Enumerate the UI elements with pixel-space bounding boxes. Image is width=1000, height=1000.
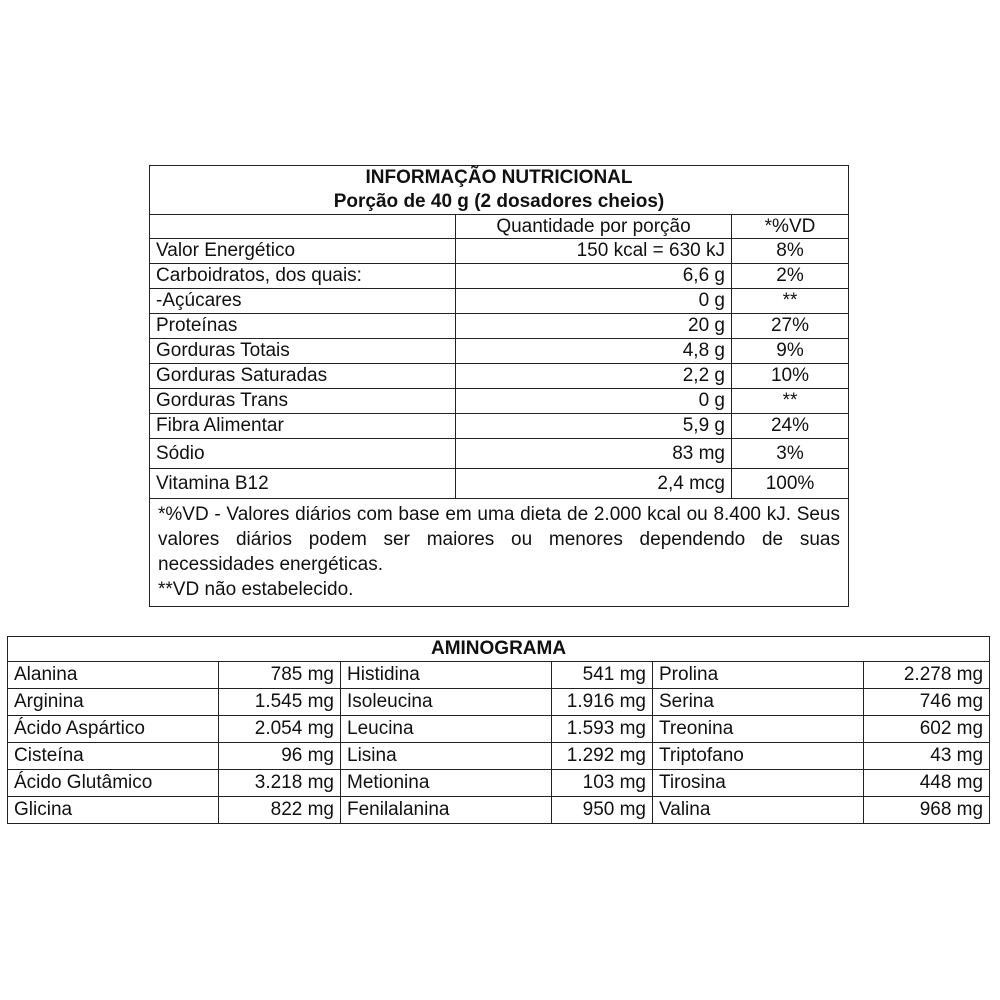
amino-acid-name: Triptofano	[653, 743, 864, 770]
amino-acid-name: Serina	[653, 689, 864, 716]
amino-acid-value: 103 mg	[552, 770, 653, 797]
amino-acid-value: 950 mg	[552, 797, 653, 824]
amino-acid-value: 2.278 mg	[864, 662, 990, 689]
amino-acid-value: 541 mg	[552, 662, 653, 689]
amino-acid-name: Tirosina	[653, 770, 864, 797]
table-row	[150, 289, 849, 314]
header-blank-cell	[150, 215, 456, 239]
amino-acid-name: Ácido Glutâmico	[8, 770, 219, 797]
amino-acid-value: 602 mg	[864, 716, 990, 743]
footnotes	[150, 499, 849, 607]
table-row	[150, 339, 849, 364]
nutrient-name: Sódio	[150, 439, 456, 469]
nutrient-daily-value: 9%	[732, 339, 849, 364]
nutrient-name: Fibra Alimentar	[150, 414, 456, 439]
nutrient-quantity: 5,9 g	[456, 414, 732, 439]
amino-acid-value: 822 mg	[219, 797, 341, 824]
nutrient-quantity: 2,4 mcg	[456, 469, 732, 499]
nutrient-name: Valor Energético	[150, 239, 456, 264]
amino-acid-value: 448 mg	[864, 770, 990, 797]
amino-acid-value: 3.218 mg	[219, 770, 341, 797]
nutrient-name: -Açúcares	[150, 289, 456, 314]
amino-acid-name: Alanina	[8, 662, 219, 689]
nutrient-daily-value: 8%	[732, 239, 849, 264]
table-row	[8, 770, 990, 797]
amino-acid-value: 785 mg	[219, 662, 341, 689]
nutrient-name: Gorduras Totais	[150, 339, 456, 364]
nutrient-quantity: 20 g	[456, 314, 732, 339]
amino-acid-name: Ácido Aspártico	[8, 716, 219, 743]
nutrient-quantity: 4,8 g	[456, 339, 732, 364]
table-row	[8, 662, 990, 689]
amino-acid-name: Metionina	[341, 770, 552, 797]
amino-acid-name: Lisina	[341, 743, 552, 770]
amino-acid-value: 2.054 mg	[219, 716, 341, 743]
aminogram-title: AMINOGRAMA	[8, 637, 990, 662]
amino-acid-name: Glicina	[8, 797, 219, 824]
amino-acid-name: Prolina	[653, 662, 864, 689]
table-row	[150, 469, 849, 499]
amino-acid-value: 746 mg	[864, 689, 990, 716]
table-row	[150, 364, 849, 389]
nutrient-name: Carboidratos, dos quais:	[150, 264, 456, 289]
nutrient-daily-value: 2%	[732, 264, 849, 289]
header-daily-value: *%VD	[732, 215, 849, 239]
nutrient-daily-value: 3%	[732, 439, 849, 469]
nutrient-quantity: 0 g	[456, 389, 732, 414]
amino-acid-value: 968 mg	[864, 797, 990, 824]
amino-acid-value: 1.593 mg	[552, 716, 653, 743]
nutrition-facts-table	[149, 165, 849, 607]
amino-acid-value: 1.916 mg	[552, 689, 653, 716]
nutrient-quantity: 0 g	[456, 289, 732, 314]
amino-acid-name: Treonina	[653, 716, 864, 743]
nutrient-quantity: 83 mg	[456, 439, 732, 469]
nutrient-name: Vitamina B12	[150, 469, 456, 499]
amino-acid-value: 43 mg	[864, 743, 990, 770]
nutrition-title: INFORMAÇÃO NUTRICIONAL	[150, 166, 849, 191]
nutrient-daily-value: 10%	[732, 364, 849, 389]
nutrient-daily-value: 24%	[732, 414, 849, 439]
amino-acid-value: 1.545 mg	[219, 689, 341, 716]
table-row	[150, 239, 849, 264]
portion-size: Porção de 40 g (2 dosadores cheios)	[150, 190, 849, 215]
table-row	[150, 264, 849, 289]
nutrient-daily-value: 100%	[732, 469, 849, 499]
table-row	[150, 389, 849, 414]
amino-acid-name: Arginina	[8, 689, 219, 716]
table-row	[8, 743, 990, 770]
nutrient-name: Gorduras Saturadas	[150, 364, 456, 389]
nutrient-quantity: 150 kcal = 630 kJ	[456, 239, 732, 264]
amino-acid-name: Fenilalanina	[341, 797, 552, 824]
nutrient-quantity: 2,2 g	[456, 364, 732, 389]
table-row	[150, 414, 849, 439]
nutrient-name: Proteínas	[150, 314, 456, 339]
header-quantity: Quantidade por porção	[456, 215, 732, 239]
amino-acid-name: Valina	[653, 797, 864, 824]
amino-acid-name: Leucina	[341, 716, 552, 743]
nutrient-name: Gorduras Trans	[150, 389, 456, 414]
nutrient-daily-value: **	[732, 289, 849, 314]
table-row	[150, 439, 849, 469]
nutrient-quantity: 6,6 g	[456, 264, 732, 289]
nutrient-daily-value: **	[732, 389, 849, 414]
table-row	[150, 314, 849, 339]
table-row	[8, 716, 990, 743]
footnote-daily-values: *%VD - Valores diários com base em uma dieta de 2.000 kcal ou 8.400 kJ. Seus valores diários podem ser maiores ou menores dependendo de suas necessidades energéticas.	[158, 504, 840, 575]
amino-acid-name: Cisteína	[8, 743, 219, 770]
amino-acid-name: Isoleucina	[341, 689, 552, 716]
footnote-not-established: **VD não estabelecido.	[158, 579, 354, 600]
amino-acid-name: Histidina	[341, 662, 552, 689]
amino-acid-value: 1.292 mg	[552, 743, 653, 770]
table-row	[8, 797, 990, 824]
nutrient-daily-value: 27%	[732, 314, 849, 339]
aminogram-table	[7, 636, 990, 824]
amino-acid-value: 96 mg	[219, 743, 341, 770]
table-row	[8, 689, 990, 716]
